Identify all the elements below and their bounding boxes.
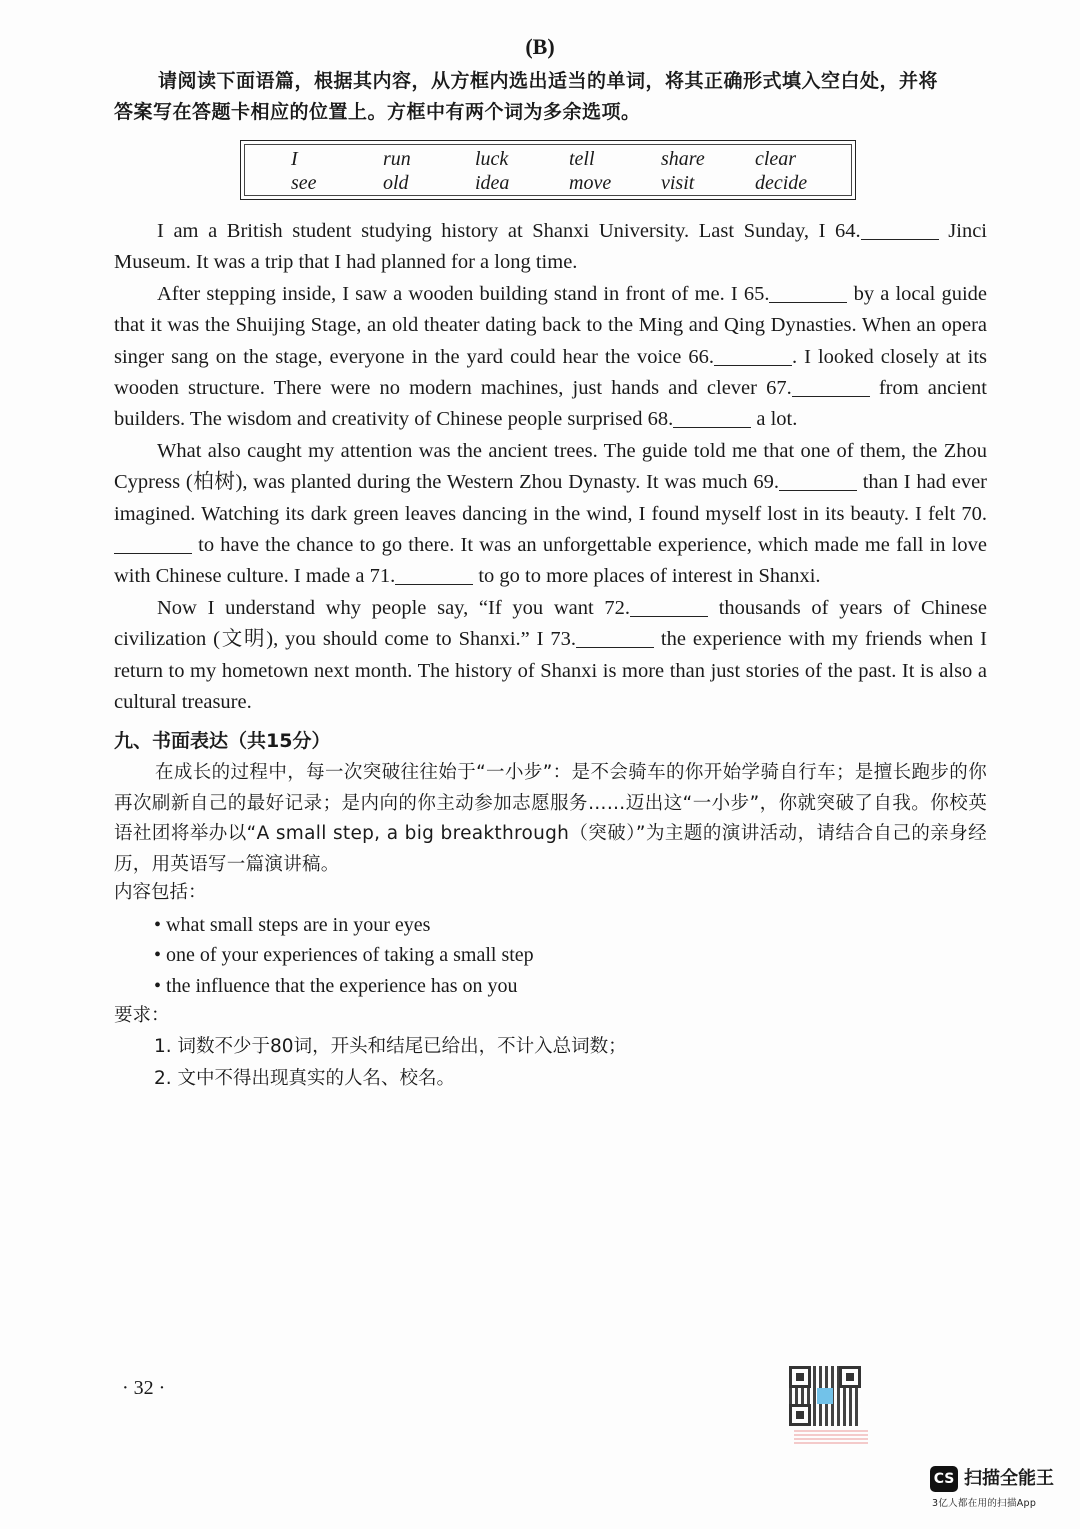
brand-tagline: 3亿人都在用的扫描App (932, 1498, 1037, 1509)
content-bullet: • what small steps are in your eyes (154, 910, 534, 940)
word-option: clear (755, 148, 797, 170)
requirements-list (154, 1031, 627, 1095)
answer-blank-71[interactable] (395, 564, 473, 586)
page-number: · 32 · (122, 1377, 166, 1399)
essay-prompt (114, 758, 987, 880)
word-option: share (661, 148, 705, 170)
instruction-line: 答案写在答题卡相应的位置上。方框中有两个词为多余选项。 (114, 101, 641, 123)
blank-number: 69. (753, 471, 779, 494)
blank-number: 71. (369, 565, 396, 588)
content-bullet: • one of your experiences of taking a small step (154, 940, 534, 970)
passage-paragraph: I am a British student studying history at Shanxi University. Last Sunday, I 64. Jinci Museum. It was a trip that I had planned for a long time. (114, 220, 988, 274)
passage-paragraph: Now I understand why people say, “If you want 72. thousands of years of Chinese civilization (文明), you should come to Shanxi.” I 73. the experience with my friends when I return to my hometown next month. The history of Shanxi is more than just stories of the past. It is also a cultural treasure. (114, 596, 987, 714)
word-box-row (241, 148, 857, 172)
blank-number: 66. (688, 345, 714, 368)
blank-number: 73. (550, 628, 577, 651)
blank-number: 65. (743, 282, 770, 305)
passage-paragraph: What also caught my attention was the ancient trees. The guide told me that one of them, the Zhou Cypress (柏树), was planted during the Western Zhou Dynasty. It was much 69. than I had ever imagined. Watching its dark green leaves dancing in the wind, I found myself lost in its beauty. I felt 70. to have the chance to go there. It was an unforgettable experience, which made me fall in love with Chinese culture. I made a 71. to go to more places of interest in Shanxi. (114, 439, 988, 588)
answer-blank-65[interactable] (769, 281, 847, 303)
answer-blank-66[interactable] (714, 344, 792, 366)
qr-caption-icon (794, 1430, 868, 1444)
cs-logo-icon: CS (930, 1466, 958, 1492)
answer-blank-64[interactable] (861, 219, 939, 241)
content-label: 内容包括： (114, 882, 207, 903)
answer-blank-69[interactable] (779, 470, 857, 492)
essay-heading: 九、书面表达（共15分） (114, 730, 331, 752)
blank-number: 72. (604, 596, 631, 619)
answer-blank-72[interactable] (630, 595, 708, 617)
section-label: (B) (525, 34, 555, 59)
passage-paragraph: After stepping inside, I saw a wooden building stand in front of me. I 65. by a local guide that it was the Shuijing Stage, an old theater dating back to the Ming and Qing Dynasties. When an opera singer sang on the stage, everyone in the yard could hear the voice 66. . I looked closely at its wooden structure. There were no modern machines, just hands and clever 67. from ancient builders. The wisdom and creativity of Chinese people surprised 68. a lot. (114, 282, 987, 431)
qr-code-icon (789, 1366, 861, 1426)
requirement-item: 2. 文中不得出现真实的人名、校名。 (154, 1068, 456, 1089)
word-option: luck (475, 148, 509, 170)
blank-number: 68. (647, 408, 674, 431)
requirements-label: 要求： (114, 1005, 170, 1026)
instruction-line: 请阅读下面语篇，根据其内容，从方框内选出适当的单词，将其正确形式填入空白处，并将 (158, 70, 939, 92)
passage (114, 216, 987, 719)
word-option: old (383, 172, 409, 194)
blank-number: 67. (766, 377, 792, 400)
word-option: run (383, 148, 411, 170)
answer-blank-67[interactable] (792, 376, 870, 398)
essay-prompt-text: 在成长的过程中，每一次突破往往始于“一小步”：是不会骑车的你开始学骑自行车；是擅长跑步的你再次刷新自己的最好记录；是内向的你主动参加志愿服务……迈出这“一小步”，你就突破了自我。你校英语社团将举办以“A small step, a big breakthrough（突破）”为主题的演讲活动，请结合自己的亲身经历，用英语写一篇演讲稿。 (114, 762, 987, 875)
requirement-item: 1. 词数不少于80词，开头和结尾已给出，不计入总词数； (154, 1036, 627, 1057)
scanner-watermark (930, 1466, 1060, 1514)
word-option: idea (475, 172, 510, 194)
content-bullet: • the influence that the experience has on you (154, 971, 534, 1001)
word-box (240, 140, 856, 200)
word-box-row (241, 172, 857, 196)
word-option: decide (755, 172, 808, 194)
word-option: I (291, 148, 298, 170)
blank-number: 64. (835, 220, 861, 242)
brand-name: 扫描全能王 (964, 1468, 1054, 1489)
word-option: see (291, 172, 317, 194)
answer-blank-70[interactable] (114, 533, 192, 555)
word-option: tell (569, 148, 595, 170)
instructions (114, 66, 986, 128)
content-bullets (154, 910, 534, 1001)
word-option: visit (661, 172, 695, 194)
answer-blank-68[interactable] (673, 407, 751, 429)
answer-blank-73[interactable] (576, 627, 654, 649)
word-option: move (569, 172, 612, 194)
blank-number: 70. (961, 502, 987, 525)
